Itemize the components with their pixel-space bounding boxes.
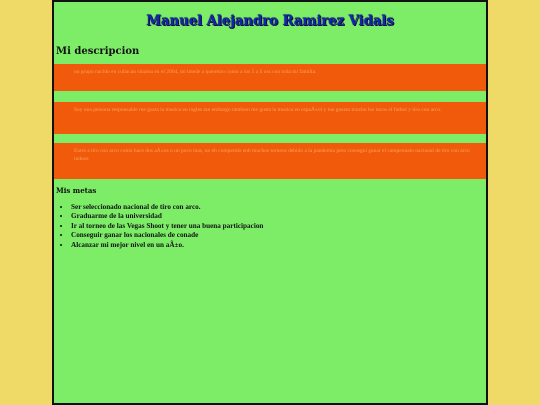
description-text-3: Entre a tiro con arco como hace dos aÃ±os o un poco mas, no eh competido enb muchos torneos debido a la pandemia pero consegui ganar el campeonato nacional de tiro con arco indoor. <box>74 148 470 162</box>
description-text-1: no grupo nacido en culiacan sinaloa en el 2004, mi hnede a querenro como a los 5 a ñ oss con toda mi familia. <box>74 69 317 75</box>
description-paragraph-3 <box>54 143 486 179</box>
description-text-2: Soy una persona responsable me gusta la musica en ingles tan embargo tambien me gusta la musica en espaÃ±ol y me gustan mucho los tacos el futbol y tiro con arco. <box>74 107 442 113</box>
page-title: Manuel Alejandro Ramirez Vidals <box>146 13 394 29</box>
list-item: • Ser seleccionado nacional de tiro con arco. <box>71 203 263 212</box>
description-paragraph-1 <box>54 64 486 91</box>
list-item: • Ir al torneo de las Vegas Shoot y tener una buena participacion <box>71 222 263 231</box>
list-item: • Conseguir ganar los nacionales de conade <box>71 231 263 240</box>
goals-list <box>54 203 263 250</box>
description-paragraph-2 <box>54 102 486 134</box>
list-item: • Alcanzar mi mejor nivel en un aÃ±o. <box>71 241 263 250</box>
goals-heading: Mis metas <box>56 186 97 195</box>
description-heading: Mi descripcion <box>56 46 140 57</box>
content-panel <box>52 0 488 405</box>
list-item: • Graduarme de la universidad <box>71 212 263 221</box>
